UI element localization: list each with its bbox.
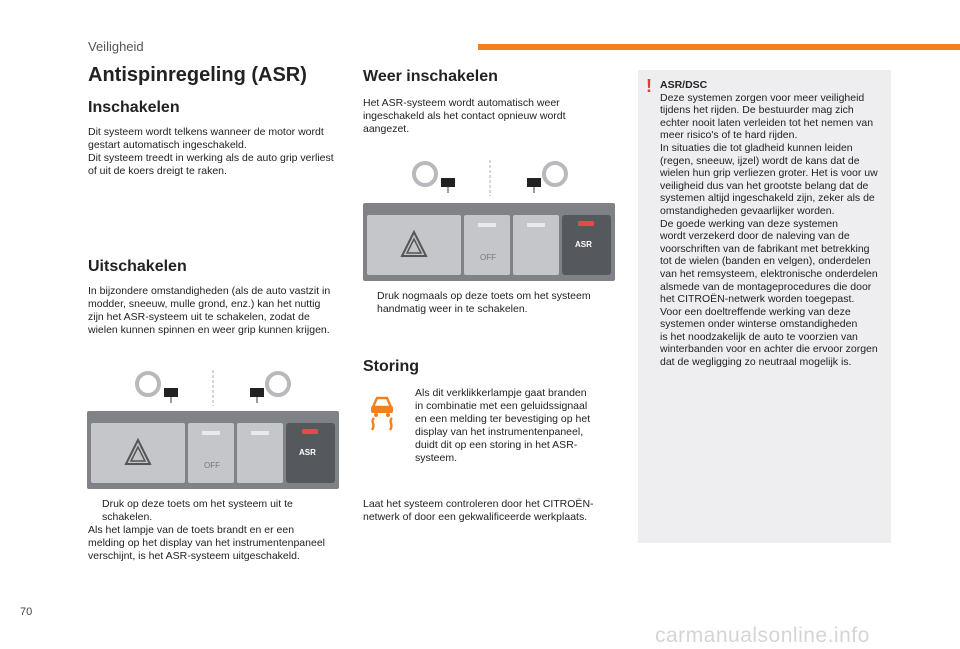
paragraph-weer-inschakelen <box>363 97 608 136</box>
bullet-icon <box>88 498 102 524</box>
note-line: echter nooit laten verleiden tot het nemen van <box>660 116 874 129</box>
text-line: In bijzondere omstandigheden (als de auto vastzit in <box>88 285 331 297</box>
header-accent-bar <box>478 44 960 50</box>
bullet-weer-inschakelen <box>363 290 613 316</box>
text-line: of uit de koers dreigt te raken. <box>88 165 227 177</box>
text-line: gestart automatisch ingeschakeld. <box>88 139 247 151</box>
bullet-uitschakelen <box>88 498 348 563</box>
text-line: modder, sneeuw, mulle grond, enz.) kan het nuttig <box>88 298 321 310</box>
text-line: netwerk of door een gekwalificeerde werkplaats. <box>363 511 588 523</box>
note-line: alsmede van de montageprocedures die door <box>660 280 872 293</box>
text-line: verschijnt, is het ASR-systeem uitgeschakeld. <box>88 550 300 562</box>
note-line: winterbanden voor en achter die ervoor zorgen <box>660 343 878 356</box>
text-line: aangezet. <box>363 123 410 135</box>
asr-button-label: ASR <box>299 448 316 457</box>
bullet-item: Druk nogmaals op deze toets om het systeem handmatig weer in te schakelen. <box>363 290 613 316</box>
switch-panel <box>87 411 339 489</box>
off-label: OFF <box>480 253 496 262</box>
watermark: carmanualsonline.info <box>655 624 870 647</box>
note-line: voorschriften van de fabrikant met betrekking <box>660 242 870 255</box>
dashboard-indicator-illustration <box>128 370 298 406</box>
off-label: OFF <box>204 461 220 470</box>
note-line: (regen, sneeuw, ijzel) wordt de kans dat de <box>660 154 860 167</box>
heading-inschakelen: Inschakelen <box>88 99 180 116</box>
note-line: systemen onder winterse omstandigheden <box>660 318 858 331</box>
note-line: In situaties die tot gladheid kunnen leiden <box>660 141 853 154</box>
note-body <box>660 92 888 369</box>
text-line: wielen kunnen spinnen en weer grip kunnen krijgen. <box>88 324 330 336</box>
note-line: tijdens het rijden. De bestuurder mag zich <box>660 104 854 117</box>
dashboard-indicator-illustration <box>405 160 575 196</box>
note-line: De goede werking van deze systemen <box>660 217 839 230</box>
asr-lamp <box>302 429 318 434</box>
asr-button-label: ASR <box>575 240 592 249</box>
note-line: wielen hun grip verliezen groter. Het is voor uw <box>660 167 878 180</box>
warning-exclamation-icon: ! <box>646 76 652 96</box>
note-line: Voor een doeltreffende werking van deze <box>660 305 851 318</box>
steering-wheel-icon <box>137 373 178 403</box>
note-text <box>660 79 888 369</box>
text-line: Laat het systeem controleren door het CITROËN- <box>363 498 594 510</box>
page-number: 70 <box>20 606 33 618</box>
note-line: wordt verzekerd door de naleving van de <box>660 230 850 243</box>
note-line: meer risico's of te hard rijden. <box>660 129 798 142</box>
text-line: display van het instrumentenpaneel, <box>415 426 584 438</box>
text-line: ingeschakeld als het contact opnieuw wordt <box>363 110 566 122</box>
note-line: is het noodzakelijk de auto te voorzien van <box>660 330 858 343</box>
note-line: veiligheid dus van het grootste belang dat de <box>660 179 869 192</box>
note-line: omstandigheden gevaarlijker worden. <box>660 204 835 217</box>
text-line: Dit systeem treedt in werking als de auto grip verliest <box>88 152 334 164</box>
text-line: Als het lampje van de toets brandt en er een <box>88 524 295 536</box>
bullet-item: Druk op deze toets om het systeem uit te schakelen. <box>88 498 348 524</box>
text-line: zijn het ASR-systeem uit te schakelen, zodat de <box>88 311 310 323</box>
paragraph-uitschakelen <box>88 285 343 337</box>
text-line: en een melding ter bevestiging op het <box>415 413 591 425</box>
heading-uitschakelen: Uitschakelen <box>88 258 187 275</box>
note-line: systemen altijd ingeschakeld zijn, zeker als de <box>660 192 875 205</box>
text-line: melding op het display van het instrumentenpaneel <box>88 537 325 549</box>
switch-panel <box>363 203 615 281</box>
text-line: systeem. <box>415 452 458 464</box>
note-line: van het remsysteem, elektronische onderdelen <box>660 267 878 280</box>
bullet-icon <box>363 290 377 316</box>
page-title: Antispinregeling (ASR) <box>88 64 307 86</box>
text-line: Het ASR-systeem wordt automatisch weer <box>363 97 560 109</box>
text-line: duidt dit op een storing in het ASR- <box>415 439 578 451</box>
steering-wheel-icon <box>414 163 455 193</box>
note-line: het CITROËN-netwerk worden toegepast. <box>660 293 855 306</box>
text-line: Dit systeem wordt telkens wanneer de motor wordt <box>88 126 324 138</box>
paragraph-storing-2 <box>363 498 623 524</box>
paragraph-storing <box>415 387 615 465</box>
asr-lamp <box>578 221 594 226</box>
paragraph-inschakelen <box>88 126 343 178</box>
note-line: dat de wegligging zo neutraal mogelijk is. <box>660 356 852 369</box>
skid-warning-icon <box>366 393 398 431</box>
note-title: ASR/DSC <box>660 79 708 91</box>
heading-storing: Storing <box>363 358 419 375</box>
note-line: Deze systemen zorgen voor meer veiligheid <box>660 91 865 104</box>
text-line: Als dit verklikkerlampje gaat branden <box>415 387 587 399</box>
steering-wheel-icon <box>527 163 566 193</box>
steering-wheel-icon <box>250 373 289 403</box>
heading-weer-inschakelen: Weer inschakelen <box>363 68 498 85</box>
section-header: Veiligheid <box>88 39 144 54</box>
note-line: tot de wielen (banden en velgen), onderdelen <box>660 255 871 268</box>
text-line: in combinatie met een geluidssignaal <box>415 400 588 412</box>
